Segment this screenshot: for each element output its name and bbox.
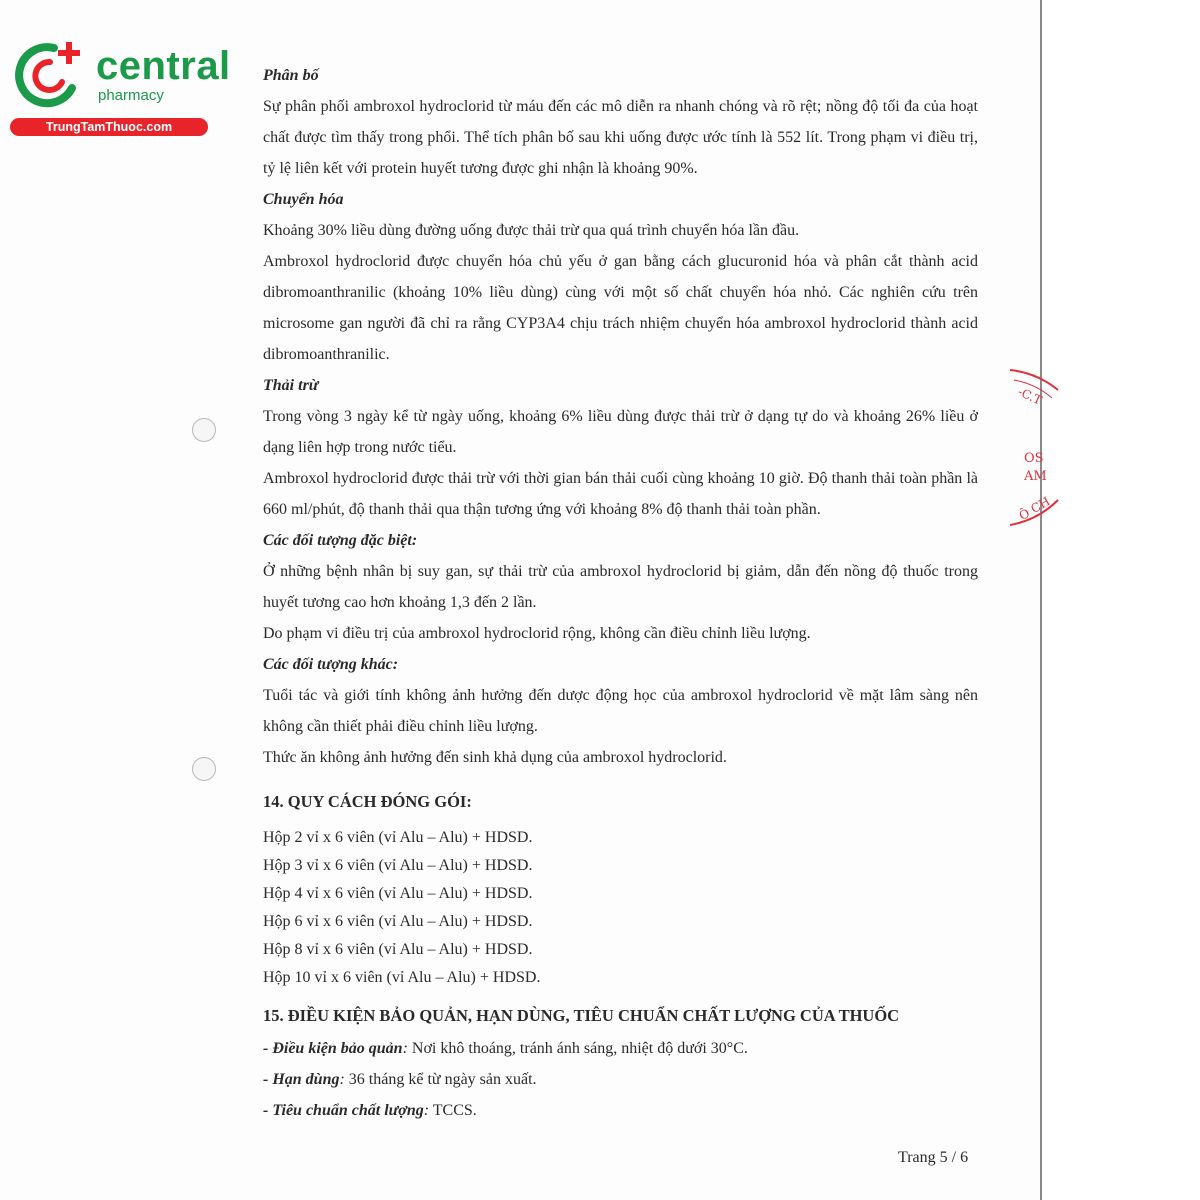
heading-distribution: Phân bố [263, 67, 319, 84]
heading-elimination: Thải trừ [263, 377, 319, 394]
packaging-item: Hộp 2 vỉ x 6 viên (vỉ Alu – Alu) + HDSD. [263, 829, 533, 846]
heading-other-populations: Các đối tượng khác: [263, 656, 399, 673]
paragraph-other-1: Tuổi tác và giới tính không ảnh hưởng đến dược động học của ambroxol hydroclorid về mặt lâm sàng nên không cần thiết phải điều chỉnh liều lượng. [263, 687, 978, 735]
logo-mark-icon [10, 38, 90, 110]
packaging-item: Hộp 4 vỉ x 6 viên (vỉ Alu – Alu) + HDSD. [263, 885, 533, 902]
storage-condition-sep: : [402, 1040, 408, 1057]
paragraph-special-1: Ở những bệnh nhân bị suy gan, sự thải trừ của ambroxol hydroclorid bị giảm, dẫn đến nồng độ thuốc trong huyết tương cao hơn khoảng 1,3 đến 2 lần. [263, 563, 978, 611]
paragraph-metabolism-1: Khoảng 30% liều dùng đường uống được thải trừ qua quá trình chuyển hóa lần đầu. [263, 222, 800, 239]
packaging-title: 14. QUY CÁCH ĐÓNG GÓI: [263, 792, 472, 811]
quality-standard-label: - Tiêu chuẩn chất lượng [263, 1102, 424, 1119]
page-number: Trang 5 / 6 [898, 1149, 969, 1166]
quality-standard-sep: : [423, 1102, 430, 1119]
storage-section [263, 1002, 983, 1126]
stamp-text-2: OS [1024, 451, 1044, 466]
quality-standard-text: TCCS. [429, 1102, 477, 1119]
packaging-item: Hộp 10 vỉ x 6 viên (vỉ Alu – Alu) + HDSD. [263, 969, 541, 986]
paragraph-special-2: Do phạm vi điều trị của ambroxol hydroclorid rộng, không cần điều chỉnh liều lượng. [263, 625, 811, 642]
shelf-life-label: - Hạn dùng [263, 1071, 340, 1088]
stamp-text-1: -C.T [1015, 384, 1044, 408]
storage-title: 15. ĐIỀU KIỆN BẢO QUẢN, HẠN DÙNG, TIÊU CHUẨN CHẤT LƯỢNG CỦA THUỐC [263, 1006, 900, 1025]
page-edge [1040, 0, 1042, 1200]
packaging-section [263, 788, 978, 992]
storage-condition-text: Nơi khô thoáng, tránh ánh sáng, nhiệt độ dưới 30°C. [407, 1040, 748, 1057]
punch-hole-bottom [192, 757, 216, 781]
central-pharmacy-logo [10, 38, 231, 138]
paragraph-metabolism-2: Ambroxol hydroclorid được chuyển hóa chủ yếu ở gan bằng cách glucuronid hóa và phân cắt thành acid dibromoanthranilic (khoảng 10% liều dùng) cùng với một số chất chuyển hóa nhỏ. Các nghiên cứu trên microsome gan người đã chỉ ra rằng CYP3A4 chịu trách nhiệm chuyển hóa ambroxol hydroclorid thành acid dibromoanthranilic. [263, 253, 978, 363]
shelf-life-line [263, 1064, 983, 1095]
storage-condition-line [263, 1033, 983, 1064]
packaging-item: Hộp 6 vỉ x 6 viên (vỉ Alu – Alu) + HDSD. [263, 913, 533, 930]
logo-url-badge: TrungTamThuoc.com [10, 118, 208, 136]
packaging-item: Hộp 3 vỉ x 6 viên (vỉ Alu – Alu) + HDSD. [263, 857, 533, 874]
quality-standard-line [263, 1095, 983, 1126]
page-margin-strip [1042, 0, 1200, 1200]
logo-tagline: pharmacy [98, 87, 164, 104]
pharmacokinetics-section [263, 60, 978, 773]
paragraph-elimination-1: Trong vòng 3 ngày kể từ ngày uống, khoảng 6% liều dùng được thải trừ ở dạng tự do và khoảng 26% liều ở dạng liên hợp trong nước tiểu. [263, 408, 978, 456]
stamp-text-4: Ô CH [1016, 494, 1053, 523]
storage-condition-label: - Điều kiện bảo quản [263, 1040, 403, 1057]
paragraph-elimination-2: Ambroxol hydroclorid được thải trừ với thời gian bán thải cuối cùng khoảng 10 giờ. Độ thanh thải toàn phần là 660 ml/phút, độ thanh thải qua thận tương ứng với khoảng 8% độ thanh thải toàn phần. [263, 470, 978, 518]
logo-brand-name: central [96, 44, 231, 88]
shelf-life-sep: : [339, 1071, 345, 1088]
official-stamp [1000, 360, 1060, 540]
shelf-life-text: 36 tháng kể từ ngày sản xuất. [344, 1071, 537, 1088]
stamp-text-3: AM [1024, 469, 1047, 484]
packaging-item: Hộp 8 vỉ x 6 viên (vỉ Alu – Alu) + HDSD. [263, 941, 533, 958]
paragraph-distribution: Sự phân phối ambroxol hydroclorid từ máu đến các mô diễn ra nhanh chóng và rõ rệt; nồng độ tối đa của hoạt chất được tìm thấy trong phổi. Thể tích phân bố sau khi uống được ước tính là 552 lít. Trong phạm vi điều trị, tỷ lệ liên kết với protein huyết tương được ghi nhận là khoảng 90%. [263, 98, 978, 177]
heading-special-populations: Các đối tượng đặc biệt: [263, 532, 418, 549]
punch-hole-top [192, 418, 216, 442]
heading-metabolism: Chuyển hóa [263, 191, 344, 208]
paragraph-other-2: Thức ăn không ảnh hưởng đến sinh khả dụng của ambroxol hydroclorid. [263, 749, 727, 766]
